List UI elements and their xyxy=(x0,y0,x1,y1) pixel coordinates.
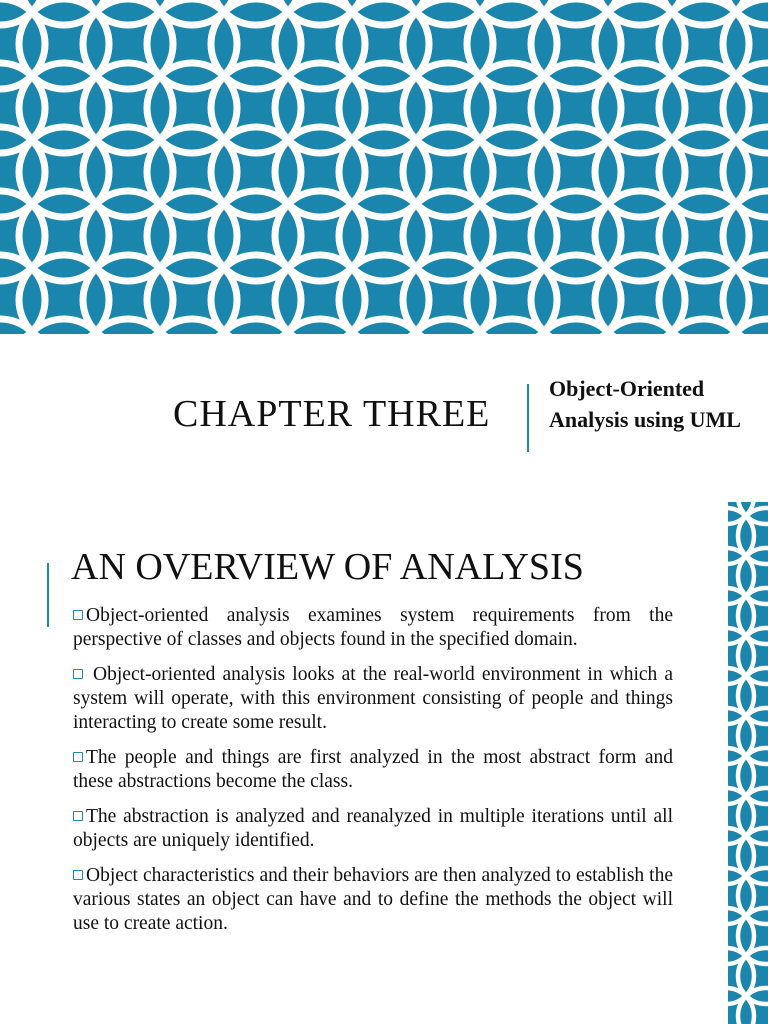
interlocking-circles-pattern xyxy=(0,0,768,334)
title-divider xyxy=(527,384,529,452)
bullet-list xyxy=(73,604,673,947)
bullet-item xyxy=(73,663,673,735)
header-pattern-banner xyxy=(0,0,768,334)
bullet-item xyxy=(73,746,673,794)
section-accent-bar xyxy=(47,563,49,627)
side-circles-pattern xyxy=(724,502,768,1024)
hollow-square-bullet-icon xyxy=(73,870,83,880)
bullet-text: Object-oriented analysis looks at the real-world environment in which a system will operate, with this environment consisting of people and things interacting to create some result. xyxy=(73,664,673,733)
side-pattern-strip xyxy=(724,502,768,1024)
hollow-square-bullet-icon xyxy=(73,610,83,620)
hollow-square-bullet-icon xyxy=(73,669,83,679)
bullet-text: The abstraction is analyzed and reanalyzed in multiple iterations until all objects are uniquely identified. xyxy=(73,806,673,851)
chapter-title: CHAPTER THREE xyxy=(173,393,491,435)
chapter-subtitle: Object-Oriented Analysis using UML xyxy=(549,376,741,432)
section-title: AN OVERVIEW OF ANALYSIS xyxy=(71,546,584,588)
bullet-item xyxy=(73,805,673,853)
bullet-text: Object characteristics and their behaviors are then analyzed to establish the various states an object can have and to define the methods the object will use to create action. xyxy=(73,865,673,934)
hollow-square-bullet-icon xyxy=(73,811,83,821)
hollow-square-bullet-icon xyxy=(73,752,83,762)
bullet-item xyxy=(73,864,673,936)
bullet-text: The people and things are first analyzed in the most abstract form and these abstractions become the class. xyxy=(73,747,673,792)
bullet-text: Object-oriented analysis examines system requirements from the perspective of classes and objects found in the specified domain. xyxy=(73,605,673,650)
bullet-item xyxy=(73,604,673,652)
